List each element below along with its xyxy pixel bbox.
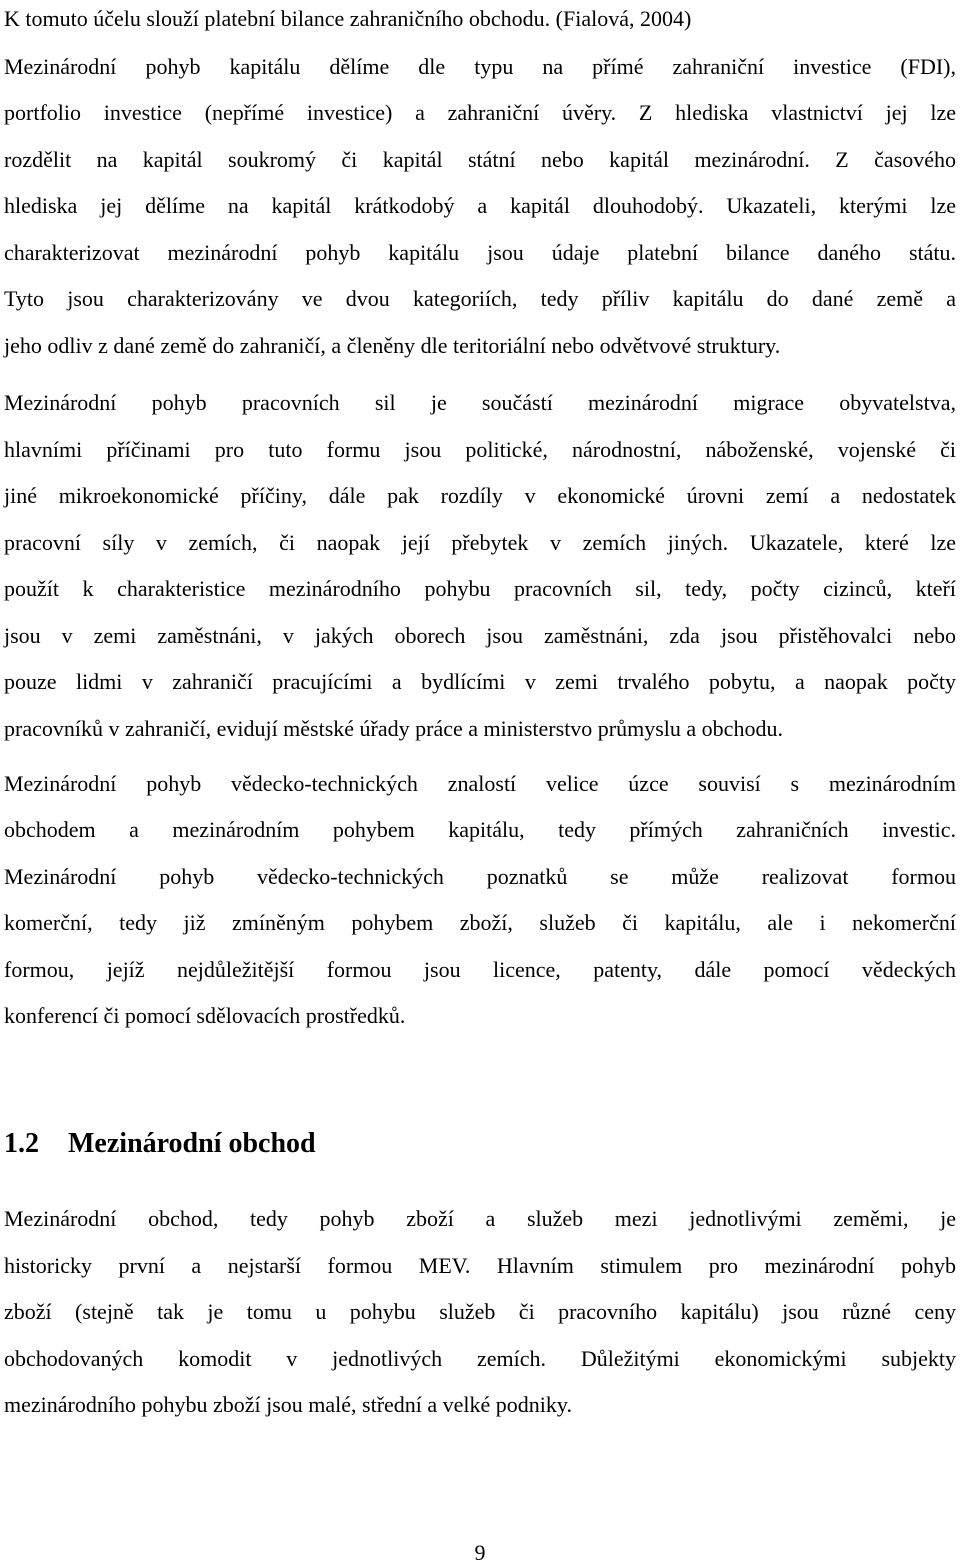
text-line: historicky první a nejstarší formou MEV. Hlavním stimulem pro mezinárodní pohyb [4,1253,956,1278]
text-line: charakterizovat mezinárodní pohyb kapitálu jsou údaje platební bilance daného státu. [4,240,956,265]
text-line: obchodem a mezinárodním pohybem kapitálu, tedy přímých zahraničních investic. [4,817,956,842]
section-heading [4,1127,316,1161]
text-line: pracovníků v zahraničí, evidují městské úřady práce a ministerstvo průmyslu a obchodu. [4,716,783,741]
text-line: komerční, tedy již zmíněným pohybem zboží, služeb či kapitálu, ale i nekomerční [4,910,956,935]
section-number: 1.2 [4,1128,39,1159]
text-line: konferencí či pomocí sdělovacích prostředků. [4,1003,406,1028]
text-line: Mezinárodní pohyb pracovních sil je součástí mezinárodní migrace obyvatelstva, [4,390,956,415]
text-line: hlavními příčinami pro tuto formu jsou politické, národnostní, náboženské, vojenské či [4,437,956,462]
text-line: jeho odliv z dané země do zahraničí, a členěny dle teritoriální nebo odvětvové struktury. [4,333,781,358]
text-line: Tyto jsou charakterizovány ve dvou kategoriích, tedy příliv kapitálu do dané země a [4,286,956,311]
text-line: K tomuto účelu slouží platební bilance zahraničního obchodu. (Fialová, 2004) [4,6,692,31]
section-title: Mezinárodní obchod [68,1128,316,1159]
text-line: obchodovaných komodit v jednotlivých zemích. Důležitými ekonomickými subjekty [4,1346,956,1371]
text-line: hlediska jej dělíme na kapitál krátkodobý a kapitál dlouhodobý. Ukazateli, kterými lze [4,193,956,218]
text-line: zboží (stejně tak je tomu u pohybu služeb či pracovního kapitálu) jsou různé ceny [4,1299,956,1324]
text-line: Mezinárodní pohyb kapitálu dělíme dle typu na přímé zahraniční investice (FDI), [4,54,956,79]
text-line: rozdělit na kapitál soukromý či kapitál státní nebo kapitál mezinárodní. Z časového [4,147,956,172]
text-line: jiné mikroekonomické příčiny, dále pak rozdíly v ekonomické úrovni zemí a nedostatek [4,483,956,508]
text-line: pracovní síly v zemích, či naopak její přebytek v zemích jiných. Ukazatele, které lze [4,530,956,555]
page-number: 9 [474,1540,486,1565]
text-line: jsou v zemi zaměstnáni, v jakých oborech jsou zaměstnáni, zda jsou přistěhovalci nebo [4,623,956,648]
text-line: mezinárodního pohybu zboží jsou malé, střední a velké podniky. [4,1392,572,1417]
text-line: formou, jejíž nejdůležitější formou jsou licence, patenty, dále pomocí vědeckých [4,957,956,982]
text-line: Mezinárodní obchod, tedy pohyb zboží a služeb mezi jednotlivými zeměmi, je [4,1206,956,1231]
text-line: Mezinárodní pohyb vědecko-technických znalostí velice úzce souvisí s mezinárodním [4,771,956,796]
text-line: Mezinárodní pohyb vědecko-technických poznatků se může realizovat formou [4,864,956,889]
text-line: portfolio investice (nepřímé investice) a zahraniční úvěry. Z hlediska vlastnictví jej lze [4,100,956,125]
text-line: pouze lidmi v zahraničí pracujícími a bydlícími v zemi trvalého pobytu, a naopak počty [4,669,956,694]
text-line: použít k charakteristice mezinárodního pohybu pracovních sil, tedy, počty cizinců, kteří [4,576,956,601]
